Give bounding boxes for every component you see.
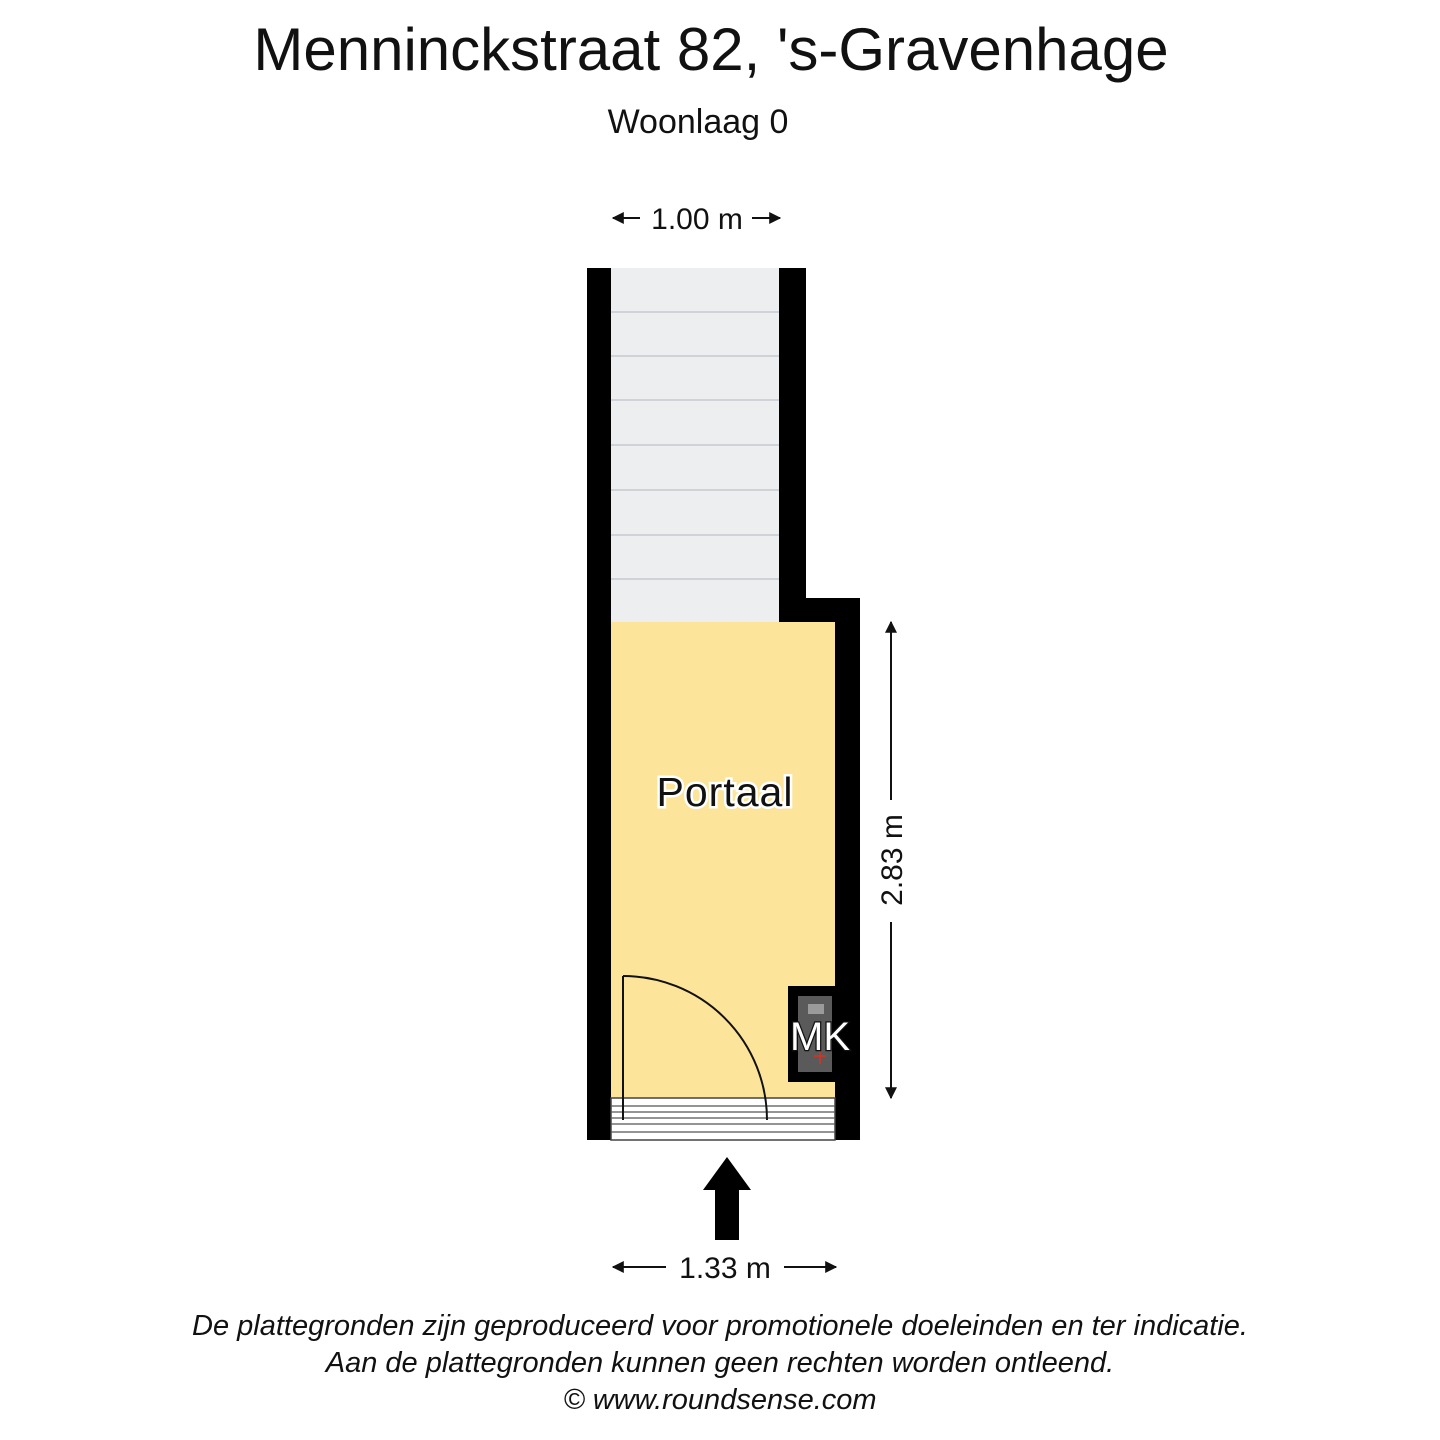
dimension-top-label: 1.00 m	[651, 203, 743, 236]
disclaimer-line-2: Aan de plattegronden kunnen geen rechten worden ontleend.	[325, 1347, 1115, 1379]
copyright-line: © www.roundsense.com	[563, 1384, 877, 1416]
page-title: Menninckstraat 82, 's-Gravenhage	[253, 16, 1169, 83]
dimension-bottom-label: 1.33 m	[679, 1252, 771, 1285]
disclaimer-line-1: De plattegronden zijn geproduceerd voor promotionele doeleinden en ter indicatie.	[192, 1310, 1248, 1342]
entrance-threshold	[611, 1098, 835, 1140]
room-label-portaal: Portaal	[656, 769, 794, 815]
disclaimer	[0, 1308, 1440, 1419]
floor-level-label: Woonlaag 0	[607, 103, 789, 141]
dimension-right	[876, 622, 909, 1098]
dimension-top	[613, 203, 780, 236]
dimension-bottom	[613, 1252, 836, 1285]
dimension-right-label: 2.83 m	[876, 814, 909, 906]
entrance-arrow-icon	[703, 1157, 751, 1240]
room-label-mk: MK	[790, 1015, 850, 1059]
